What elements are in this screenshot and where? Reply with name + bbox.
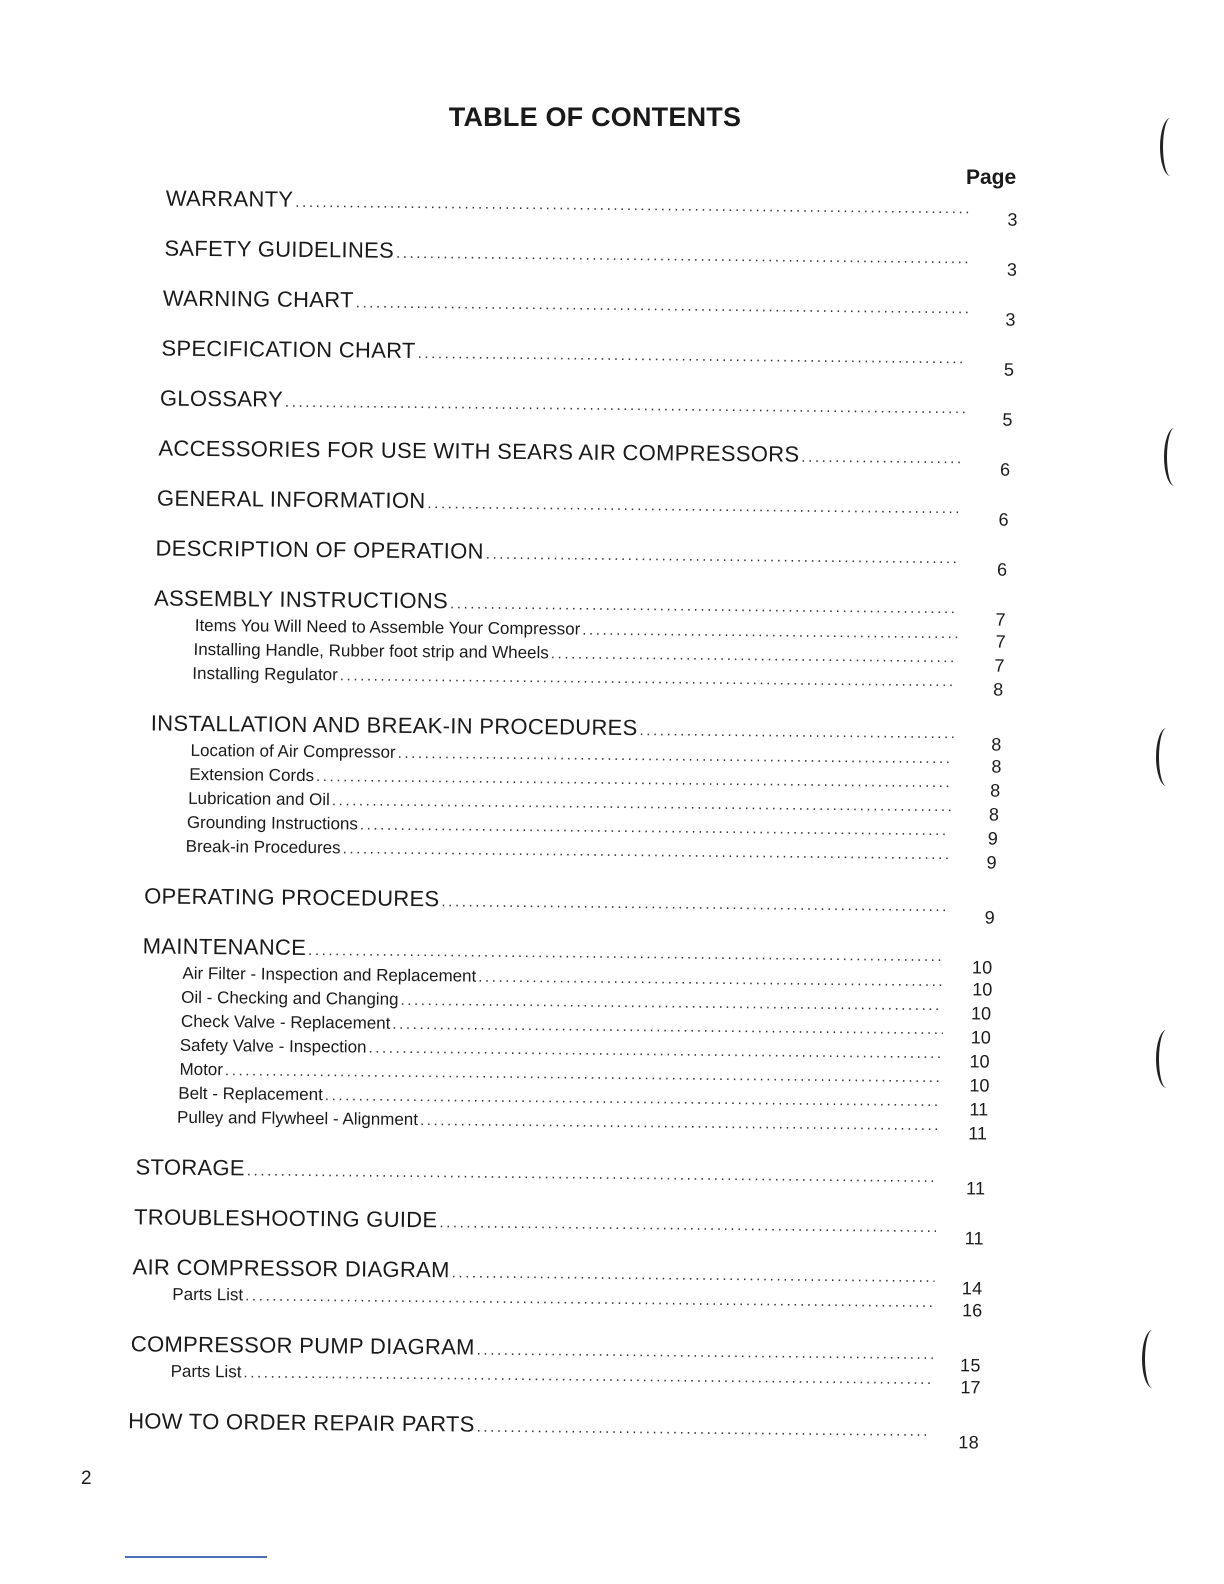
toc-entry-page: 3: [1007, 209, 1018, 230]
toc-entry-label: AIR COMPRESSOR DIAGRAM: [132, 1254, 450, 1283]
toc-entry-page: 18: [958, 1432, 980, 1453]
toc-entry-page: 11: [966, 1178, 986, 1199]
toc-entry-page: 11: [968, 1123, 988, 1144]
toc-entry-general-information[interactable]: [156, 485, 1009, 530]
toc-entry-specification-chart[interactable]: [161, 335, 1015, 380]
toc-entry-page: 10: [971, 957, 993, 978]
toc-entry-page: 6: [999, 459, 1011, 480]
toc-entry-page: 11: [969, 1099, 989, 1120]
toc-entry-how-to-order-repair-parts[interactable]: [128, 1408, 980, 1453]
punch-hole-mark: [1156, 728, 1177, 786]
leader-dots: [343, 837, 949, 866]
leader-dots: [486, 543, 960, 572]
toc-entry-description-of-operation[interactable]: [155, 535, 1008, 580]
toc-entry-page: 10: [970, 1003, 992, 1024]
toc-entry-label: Safety Valve - Inspection: [179, 1035, 367, 1057]
toc-entry-page: 17: [960, 1377, 981, 1398]
toc-entry-label: WARRANTY: [165, 185, 294, 212]
toc-entry-page: 5: [1002, 409, 1013, 430]
toc-entry-label: COMPRESSOR PUMP DIAGRAM: [130, 1331, 475, 1360]
toc-entry-label: Lubrication and Oil: [188, 788, 330, 810]
toc-entry-page: 9: [984, 907, 996, 928]
toc-entry-label: MAINTENANCE: [142, 933, 307, 960]
leader-dots: [247, 1159, 938, 1190]
toc-entry-label: HOW TO ORDER REPAIR PARTS: [128, 1408, 475, 1437]
toc-entry-page: 10: [970, 1027, 991, 1048]
toc-entry-page: 8: [990, 780, 1001, 801]
leader-dots: [243, 1361, 932, 1391]
toc-entry-label: Parts List: [172, 1284, 244, 1305]
toc-list: [0, 185, 1224, 1453]
toc-entry-page: 8: [991, 756, 1002, 777]
leader-dots: [439, 1211, 936, 1240]
toc-entry-label: OPERATING PROCEDURES: [144, 883, 440, 912]
leader-dots: [801, 446, 962, 472]
leader-dots: [356, 291, 968, 321]
toc-entry-label: DESCRIPTION OF OPERATION: [155, 535, 484, 564]
toc-entry-label: Items You Will Need to Assemble Your Compressor: [194, 615, 581, 639]
toc-entry-page: 11: [964, 1228, 985, 1249]
leader-dots: [245, 1284, 934, 1314]
toc-entry-label: GENERAL INFORMATION: [156, 485, 426, 514]
leader-dots: [418, 342, 967, 371]
page-column-header: Page: [966, 166, 1017, 189]
leader-dots: [340, 664, 956, 693]
toc-entry-page: 10: [969, 1051, 990, 1072]
toc-entry-label: Oil - Checking and Changing: [181, 987, 399, 1009]
toc-entry-troubleshooting-guide[interactable]: [133, 1204, 985, 1249]
toc-entry-label: Installing Regulator: [192, 663, 338, 685]
toc-entry-page: 10: [972, 979, 993, 1000]
toc-entry-label: SPECIFICATION CHART: [161, 335, 416, 363]
toc-entry-page: 16: [962, 1300, 983, 1321]
toc-entry-label: Check Valve - Replacement: [180, 1011, 391, 1033]
page-title: TABLE OF CONTENTS: [448, 102, 742, 132]
toc-entry-label: INSTALLATION AND BREAK-IN PROCEDURES: [150, 710, 638, 741]
punch-hole-mark: [1142, 1330, 1163, 1388]
toc-entry-glossary[interactable]: [159, 385, 1013, 430]
toc-entry-page: 5: [1003, 359, 1015, 380]
leader-dots: [295, 191, 970, 221]
toc-entry-label: SAFETY GUIDELINES: [164, 235, 395, 263]
leader-dots: [285, 391, 965, 422]
toc-entry-page: 3: [1005, 309, 1016, 330]
toc-entry-safety-guidelines[interactable]: [164, 235, 1018, 280]
toc-entry-page: 8: [988, 804, 1000, 825]
toc-entry-label: WARNING CHART: [162, 285, 354, 313]
toc-entry-label: TROUBLESHOOTING GUIDE: [133, 1204, 438, 1233]
toc-entry-page: 7: [995, 609, 1006, 630]
toc-entry-page: 7: [994, 655, 1005, 676]
toc-entry-label: STORAGE: [135, 1154, 245, 1181]
leader-dots: [639, 719, 953, 746]
toc-entry-label: Break-in Procedures: [185, 836, 341, 858]
toc-entry-label: Parts List: [170, 1361, 242, 1382]
leader-dots: [441, 890, 947, 919]
toc-entry-label: Grounding Instructions: [186, 812, 359, 834]
toc-entry-page: 6: [998, 509, 1009, 530]
toc-entry-label: Location of Air Compressor: [190, 740, 396, 762]
toc-entry-warranty[interactable]: [165, 185, 1018, 230]
toc-entry-label: Pulley and Flywheel - Alignment: [176, 1107, 419, 1130]
leader-dots: [420, 1109, 939, 1137]
toc-entry-page: 3: [1006, 259, 1018, 280]
toc-entry-label: Installing Handle, Rubber foot strip and Wheels: [193, 639, 549, 663]
toc-entry-page: 8: [993, 679, 1004, 700]
punch-hole-mark: [1160, 118, 1181, 176]
toc-entry-label: ASSEMBLY INSTRUCTIONS: [153, 585, 449, 614]
toc-entry-label: GLOSSARY: [159, 385, 284, 412]
leader-dots: [476, 1416, 931, 1444]
leader-dots: [427, 492, 961, 521]
toc-entry-page: 14: [961, 1278, 983, 1299]
toc-entry-page: 9: [987, 828, 998, 849]
toc-entry-label: Motor: [179, 1059, 224, 1080]
toc-entry-warning-chart[interactable]: [162, 285, 1016, 330]
toc-entry-accessories[interactable]: [158, 435, 1011, 480]
page-number: 2: [81, 1468, 92, 1489]
leader-dots: [396, 242, 970, 272]
toc-entry-page: 10: [969, 1075, 990, 1096]
toc-entry-page: 9: [986, 852, 997, 873]
toc-entry-operating-procedures[interactable]: [144, 883, 996, 928]
punch-hole-mark: [1156, 1030, 1177, 1088]
punch-hole-mark: [1164, 428, 1185, 486]
toc-entry-label: Belt - Replacement: [178, 1083, 323, 1105]
toc-entry-page: 6: [996, 559, 1008, 580]
toc-entry-page: 15: [959, 1355, 981, 1376]
toc-entry-label: Extension Cords: [189, 764, 315, 786]
toc-entry-page: 7: [995, 631, 1006, 652]
footer-line: [125, 1556, 267, 1558]
toc-entry-label: Air Filter - Inspection and Replacement: [182, 963, 477, 986]
toc-entry-storage[interactable]: [135, 1154, 986, 1199]
toc-entry-page: 8: [991, 734, 1002, 755]
toc-entry-label: ACCESSORIES FOR USE WITH SEARS AIR COMPRESSORS: [158, 435, 800, 467]
